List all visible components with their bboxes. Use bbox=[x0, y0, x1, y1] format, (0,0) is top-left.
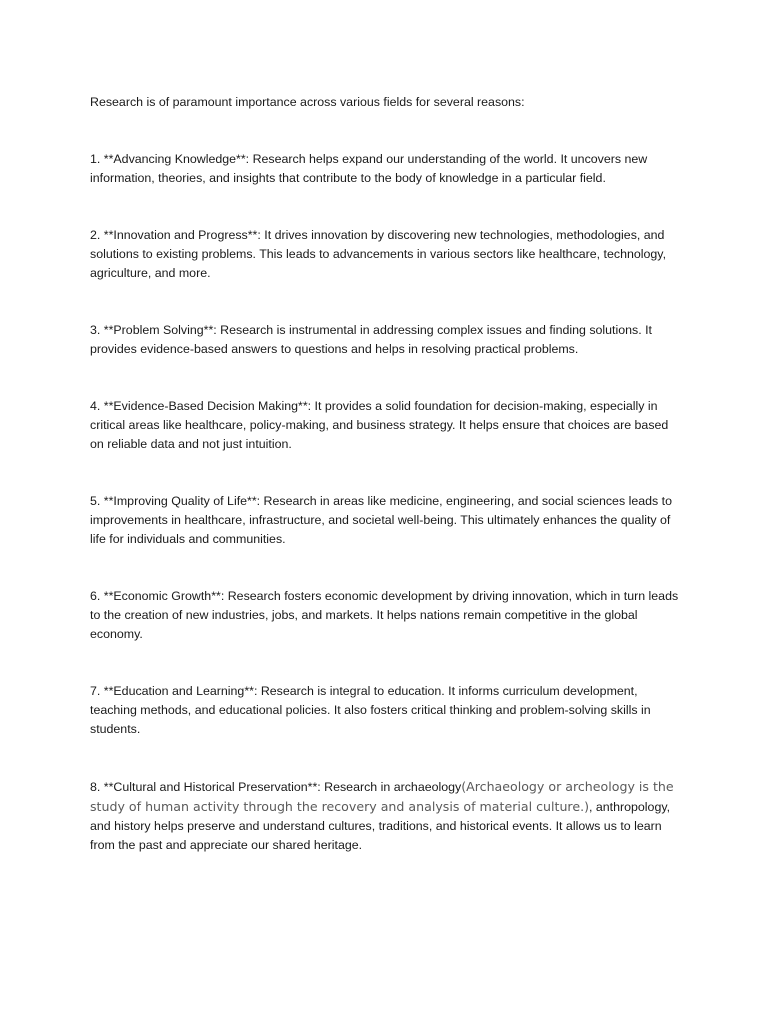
list-item-education-learning: 7. **Education and Learning**: Research is integral to education. It informs curriculum development, teaching methods, and educational policies. It also fosters critical thinking and problem-solving skills in students. bbox=[90, 684, 651, 736]
list-item-economic-growth: 6. **Economic Growth**: Research fosters economic development by driving innovation, which in turn leads to the creation of new industries, jobs, and markets. It helps nations remain competitive in the global economy. bbox=[90, 589, 679, 641]
item8-text-after: , anthropology, and history helps preserve and understand cultures, traditions, and historical events. It allows us to learn from the past and appreciate our shared heritage. bbox=[90, 800, 671, 852]
list-item-quality-of-life: 5. **Improving Quality of Life**: Research in areas like medicine, engineering, and social sciences leads to improvements in healthcare, infrastructure, and societal well-being. This ultimately enhances the quality of life for individuals and communities. bbox=[90, 494, 672, 546]
list-item-problem-solving: 3. **Problem Solving**: Research is instrumental in addressing complex issues and finding solutions. It provides evidence-based answers to questions and helps in resolving practical problems. bbox=[90, 323, 652, 356]
archaeology-definition-note: (Archaeology or archeology is the study of human activity through the recovery and analysis of material culture.) bbox=[90, 779, 674, 814]
list-item-advancing-knowledge: 1. **Advancing Knowledge**: Research helps expand our understanding of the world. It uncovers new information, theories, and insights that contribute to the body of knowledge in a particular field. bbox=[90, 152, 648, 185]
list-item-evidence-based-decision: 4. **Evidence-Based Decision Making**: It provides a solid foundation for decision-making, especially in critical areas like healthcare, policy-making, and business strategy. It helps ensure that choices are based on reliable data and not just intuition. bbox=[90, 399, 669, 451]
list-item-innovation-progress: 2. **Innovation and Progress**: It drives innovation by discovering new technologies, methodologies, and solutions to existing problems. This leads to advancements in various sectors like healthcare, technology, agriculture, and more. bbox=[90, 228, 667, 280]
item8-text-before: 8. **Cultural and Historical Preservation**: Research in archaeology bbox=[90, 780, 462, 794]
document-body bbox=[90, 93, 682, 855]
list-item-cultural-preservation bbox=[90, 777, 682, 855]
intro-paragraph: Research is of paramount importance across various fields for several reasons: bbox=[90, 95, 525, 109]
